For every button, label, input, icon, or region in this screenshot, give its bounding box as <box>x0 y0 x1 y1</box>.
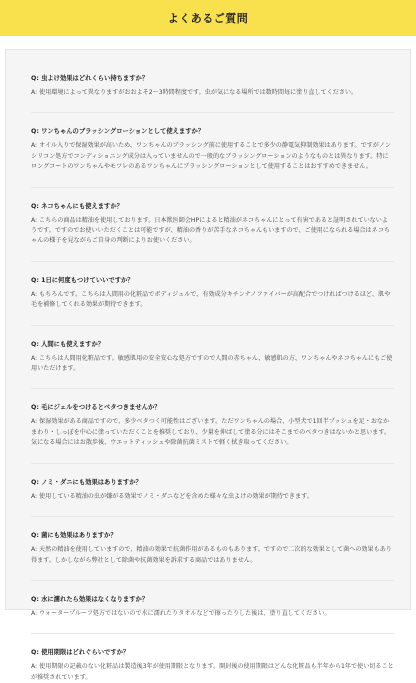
faq-item <box>31 127 394 172</box>
faq-item <box>31 531 394 566</box>
faq-answer: A: 保湿効果がある商品ですので、多少ベタつく可能性はございます。ただワンちゃんの場合、小型犬で1回半プッシュを足・おなかまわり・しっぽを中心に塗っていただくことを推奨しており、少量を伸ばして塗る分にはそこまでのベタつきはないかと思います。気になる場合にはお散歩後、ウエットティッシュや除菌抗菌ミストで軽く拭き取ってください。 <box>31 418 391 447</box>
divider <box>31 516 394 517</box>
faq-panel <box>5 49 411 681</box>
faq-question: Q: 1日に何度もつけていいですか？ <box>31 276 134 284</box>
faq-question: Q: 使用期限はどれぐらいですか？ <box>31 649 130 657</box>
faq-answer: A: 使用している精油の虫が嫌がる効果でノミ・ダニなどを含めた様々な虫よけの効果が期待できます。 <box>31 492 313 500</box>
faq-item <box>31 202 394 247</box>
faq-header <box>0 0 416 36</box>
divider <box>31 580 394 581</box>
faq-item <box>31 74 394 98</box>
faq-answer: A: 使用環境によって異なりますがおおよそ2〜3時間程度です。虫が気になる場所では数時間毎に塗り直してください。 <box>31 89 358 96</box>
divider <box>31 388 394 389</box>
faq-question: Q: ネコちゃんにも使えますか？ <box>31 202 123 210</box>
faq-question: Q: 人間にも使えますか？ <box>31 340 105 348</box>
divider <box>31 633 394 634</box>
faq-item <box>31 595 394 619</box>
faq-item <box>31 478 394 502</box>
faq-answer: A: ウォータープルーフ処方ではないので水に濡れたりタオルなどで擦ったりした後は、塗り直してください。 <box>31 609 331 617</box>
page-title: よくあるご質問 <box>167 12 249 25</box>
divider <box>31 187 394 188</box>
faq-list <box>6 50 410 683</box>
faq-question: Q: ノミ・ダニにも効果はありますか？ <box>31 478 142 486</box>
faq-question: Q: 毛にジェルをつけるとベタつきませんか？ <box>31 404 161 412</box>
faq-answer: A: こちらの商品は精油を使用しております。日本獣医師会HPによると精油がネコちゃんにとって有害であると証明されていないようです。ですのでお使いいただくことは可能ですが、精油の香りが苦手なネコちゃんもいますので、ご使用になられる場合はネコちゃんの様子を見ながらご自身の判断によりお使いください。 <box>31 216 390 245</box>
divider <box>31 463 394 464</box>
faq-question: Q: 菌にも効果はありますか？ <box>31 532 117 540</box>
faq-question: Q: 虫よけ効果はどれくらい持ちますか？ <box>31 75 149 82</box>
divider <box>31 112 394 113</box>
faq-question: Q: 水に濡れたら効果はなくなりますか？ <box>31 595 149 603</box>
divider <box>31 261 394 262</box>
faq-item <box>31 403 394 448</box>
divider <box>31 325 394 326</box>
faq-answer: A: 使用期限の記載のない化粧品は製造後3年が使用期限となります。開封後の使用期限はどんな化粧品も半年から1年で使い切ることが推奨されています。 <box>31 663 394 681</box>
faq-answer: A: もちろんです。こちらは人間用の化粧品でボディジェルで、有効成分キチンナノファイバーが高配合でつければつけるほど、肌や毛を補修してくれる効果が期待できます。 <box>31 290 391 309</box>
faq-question: Q: ワンちゃんのブラッシングローションとして使えますか？ <box>31 128 205 136</box>
faq-item <box>31 340 394 375</box>
faq-answer: A: オイル入りで保湿効果が高いため、ワンちゃんのブラッシング前に使用することで多少の静電気抑制効果はあります。ですがノンシリコン処方でコンディショニング成分は入っていませんので一般的なブラッシングローションのようなものとは異なります。特にロングコートのワンちゃんやモツレのあるワンちゃんにブラッシングローションとして使用することはおすすめできません。 <box>31 142 391 171</box>
faq-item <box>31 648 394 683</box>
faq-answer: A: こちらは人間用化粧品です。敏感肌用の安全安心な処方ですので人間の赤ちゃん、敏感肌の方、ワンちゃんやネコちゃんにもご使用いただけます。 <box>31 354 393 373</box>
faq-answer: A: 天然の精油を使用していますので、精油の効果で抗菌作用があるものもあります。ですので二次的な効果として菌への効果もあり得ます。しかしながら弊社として除菌や抗菌効果を訴求する商品ではありません。 <box>31 546 392 564</box>
faq-item <box>31 276 394 311</box>
